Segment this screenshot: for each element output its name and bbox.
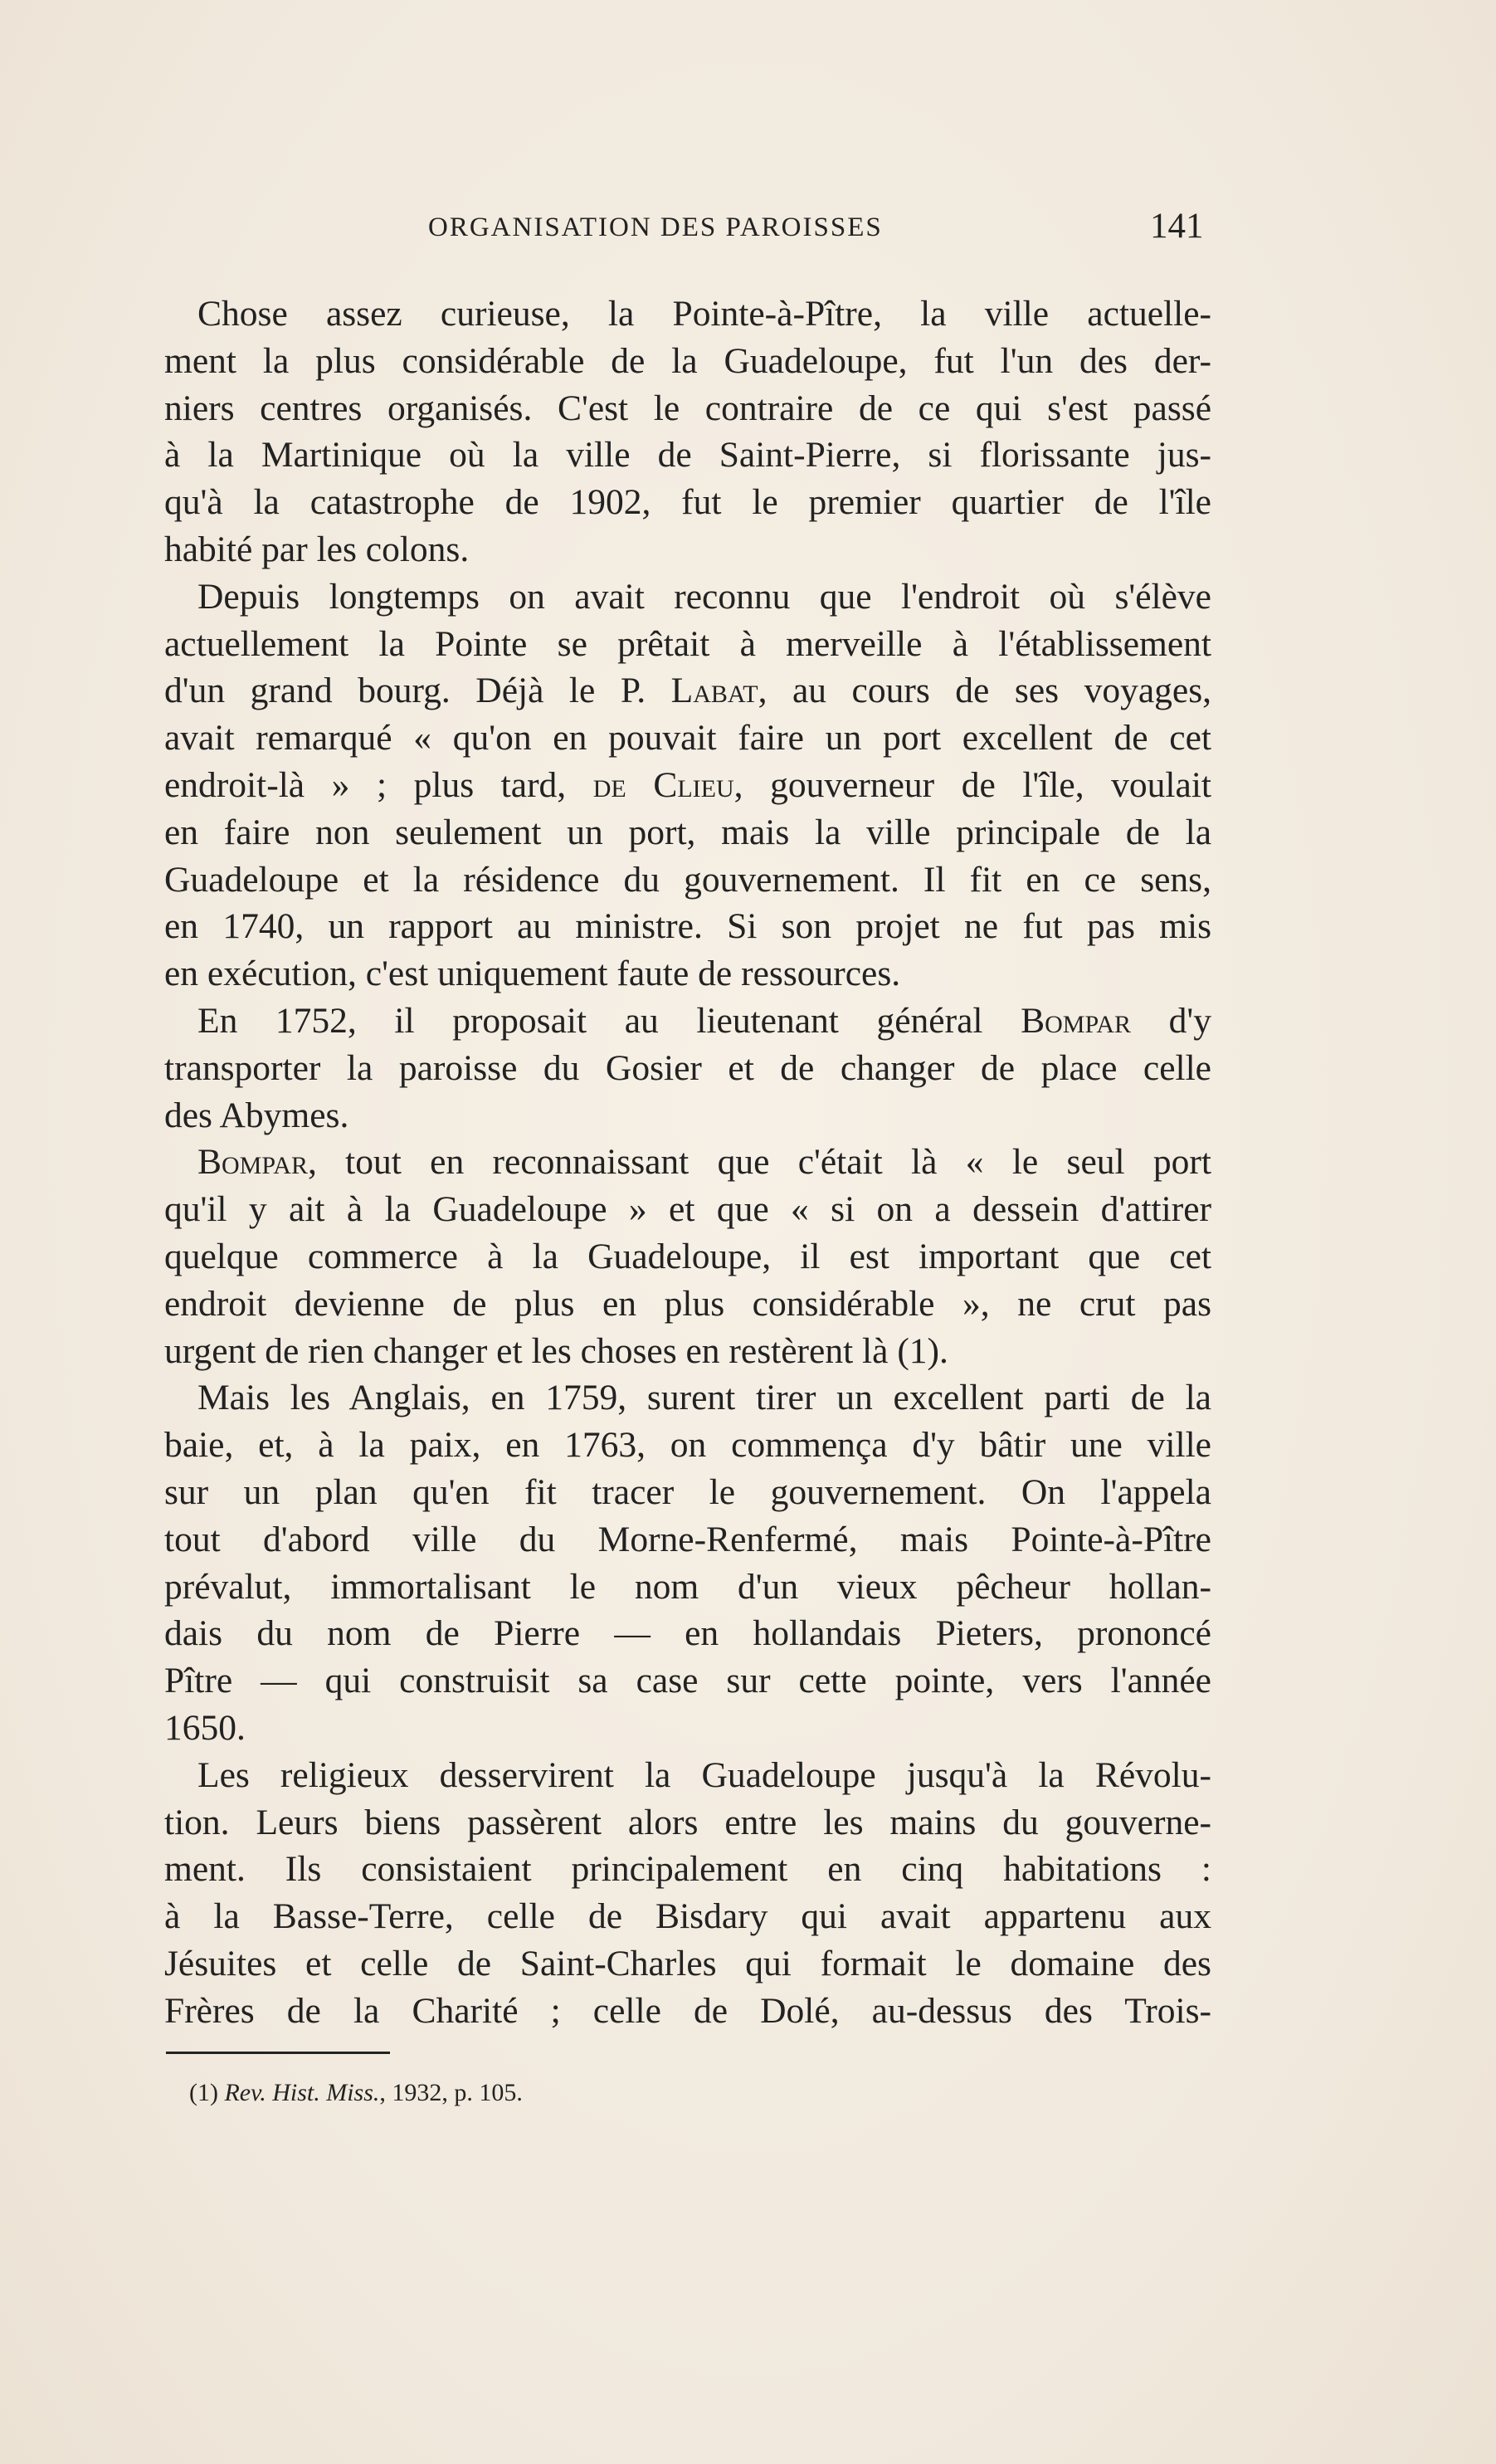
text-line: Guadeloupe et la résidence du gouvernement. Il fit en ce sens, xyxy=(164,859,1211,900)
footnote-source: Rev. Hist. Miss. xyxy=(224,2079,380,2106)
page-number: 141 xyxy=(1150,207,1204,246)
text-line: quelque commerce à la Guadeloupe, il est important que cet xyxy=(164,1236,1211,1276)
text-line: des Abymes. xyxy=(164,1095,349,1135)
text-line: Chose assez curieuse, la Pointe-à-Pître, la ville actuelle- xyxy=(197,294,1211,334)
text-line: urgent de rien changer et les choses en restèrent là (1). xyxy=(164,1330,948,1371)
footnote-rest: , 1932, p. 105. xyxy=(379,2079,523,2106)
text-line: transporter la paroisse du Gosier et de changer de place celle xyxy=(164,1047,1211,1088)
text-line: sur un plan qu'en fit tracer le gouvernement. On l'appela xyxy=(164,1471,1211,1512)
text-line: Jésuites et celle de Saint-Charles qui formait le domaine des xyxy=(164,1943,1211,1983)
text-line: actuellement la Pointe se prêtait à merveille à l'établissement xyxy=(164,623,1211,664)
text-line: Les religieux desservirent la Guadeloupe jusqu'à la Révolu- xyxy=(197,1754,1211,1795)
text-line: ment la plus considérable de la Guadeloupe, fut l'un des der- xyxy=(164,340,1211,381)
text-line: 1650. xyxy=(164,1707,246,1748)
text-line: Mais les Anglais, en 1759, surent tirer un excellent parti de la xyxy=(197,1378,1211,1418)
text-line: ment. Ils consistaient principalement en cinq habitations : xyxy=(164,1849,1211,1890)
footnote-rule xyxy=(166,2052,390,2054)
footnote xyxy=(189,2079,523,2107)
text-line: endroit-là » ; plus tard, de Clieu, gouverneur de l'île, voulait xyxy=(164,764,1211,805)
running-head: ORGANISATION DES PAROISSES xyxy=(428,212,883,242)
text-line: d'un grand bourg. Déjà le P. Labat, au cours de ses voyages, xyxy=(164,671,1211,711)
text-line: en faire non seulement un port, mais la ville principale de la xyxy=(164,812,1211,852)
footnote-marker: (1) xyxy=(189,2079,225,2106)
text-line: avait remarqué « qu'on en pouvait faire un port excellent de cet xyxy=(164,718,1211,759)
text-line: Pître — qui construisit sa case sur cette pointe, vers l'année xyxy=(164,1661,1211,1701)
text-line: en exécution, c'est uniquement faute de ressources. xyxy=(164,954,901,994)
text-line: baie, et, à la paix, en 1763, on commença d'y bâtir une ville xyxy=(164,1425,1211,1466)
text-line: endroit devienne de plus en plus considérable », ne crut pas xyxy=(164,1283,1211,1324)
text-line: Bompar, tout en reconnaissant que c'était là « le seul port xyxy=(197,1142,1211,1183)
text-line: qu'il y ait à la Guadeloupe » et que « si on a dessein d'attirer xyxy=(164,1189,1211,1230)
text-line: Depuis longtemps on avait reconnu que l'endroit où s'élève xyxy=(197,576,1211,617)
text-line: niers centres organisés. C'est le contraire de ce qui s'est passé xyxy=(164,388,1211,428)
text-line: habité par les colons. xyxy=(164,529,470,569)
text-line: prévalut, immortalisant le nom d'un vieux pêcheur hollan- xyxy=(164,1566,1211,1607)
text-line: à la Martinique où la ville de Saint-Pierre, si florissante jus- xyxy=(164,435,1211,476)
text-line: en 1740, un rapport au ministre. Si son projet ne fut pas mis xyxy=(164,906,1211,947)
text-line: à la Basse-Terre, celle de Bisdary qui avait appartenu aux xyxy=(164,1896,1211,1937)
body-text xyxy=(164,290,1211,2034)
text-line: tout d'abord ville du Morne-Renfermé, mais Pointe-à-Pître xyxy=(164,1519,1211,1559)
text-line: dais du nom de Pierre — en hollandais Pieters, prononcé xyxy=(164,1613,1211,1654)
text-line: tion. Leurs biens passèrent alors entre les mains du gouverne- xyxy=(164,1802,1211,1842)
text-line: Frères de la Charité ; celle de Dolé, au-dessus des Trois- xyxy=(164,1990,1211,2031)
text-line: qu'à la catastrophe de 1902, fut le premier quartier de l'île xyxy=(164,482,1211,523)
text-line: En 1752, il proposait au lieutenant général Bompar d'y xyxy=(197,1000,1212,1041)
